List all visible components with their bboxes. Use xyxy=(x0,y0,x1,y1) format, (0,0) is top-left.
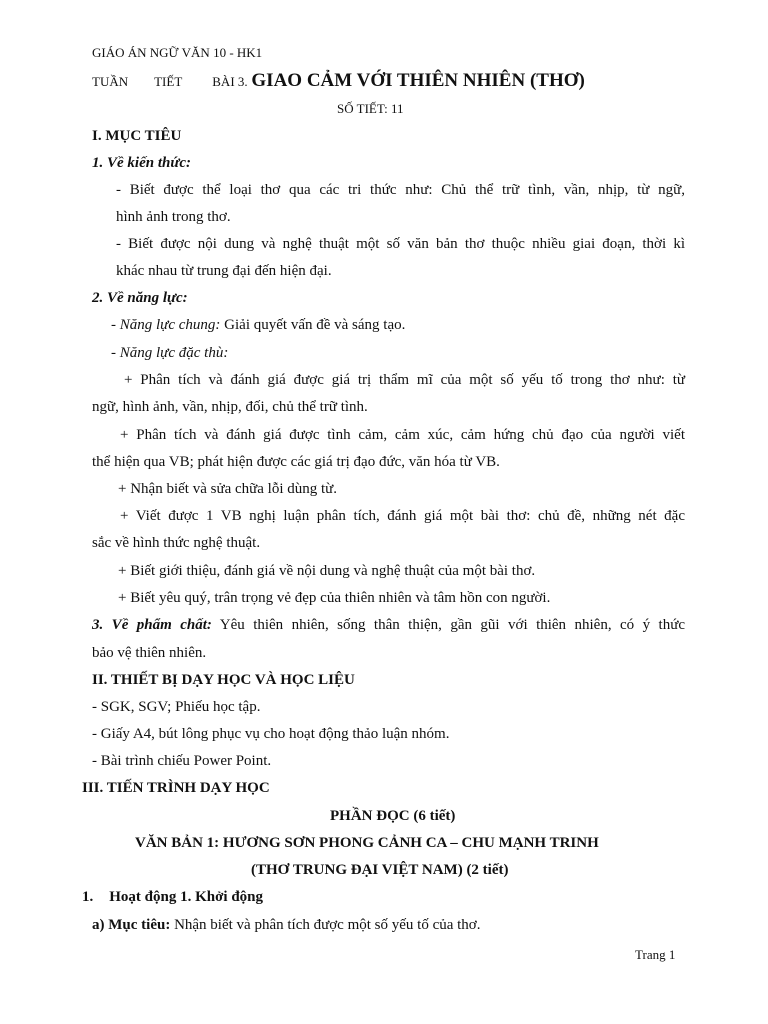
pham-chat-text: Yêu thiên nhiên, sống thân thiện, gần gũi với thiên nhiên, có ý thức xyxy=(211,617,685,633)
section-heading-thiet-bi: II. THIẾT BỊ DẠY HỌC VÀ HỌC LIỆU xyxy=(92,672,355,688)
section-heading-muc-tieu: I. MỤC TIÊU xyxy=(92,128,182,144)
hoat-dong-1-number: 1. xyxy=(82,889,94,905)
kien-thuc-2: - Biết được nội dung và nghệ thuật một số văn bản thơ thuộc nhiều giai đoạn, thời kì xyxy=(116,236,685,252)
tiet-label: TIẾT xyxy=(154,74,183,89)
dac-thu-1: + Phân tích và đánh giá được giá trị thẩm mĩ của một số yếu tố trong thơ như: từ xyxy=(124,372,685,388)
dac-thu-2: + Phân tích và đánh giá được tình cảm, cảm xúc, cảm hứng chủ đạo của người viết xyxy=(120,427,685,443)
nang-luc-chung-text: Giải quyết vấn đề và sáng tạo. xyxy=(220,317,406,333)
dac-thu-4: + Viết được 1 VB nghị luận phân tích, đánh giá một bài thơ: chủ đề, những nét đặc xyxy=(120,508,685,524)
kien-thuc-1: - Biết được thể loại thơ qua các tri thức như: Chủ thể trữ tình, vần, nhịp, từ ngữ, xyxy=(116,182,685,198)
pham-chat-cont: bảo vệ thiên nhiên. xyxy=(92,645,207,661)
lesson-title: GIAO CẢM VỚI THIÊN NHIÊN (THƠ) xyxy=(251,70,585,91)
hoat-dong-1-title: Hoạt động 1. Khởi động xyxy=(109,889,264,905)
muc-tieu-line xyxy=(92,915,481,935)
phan-doc-heading: PHẦN ĐỌC (6 tiết) xyxy=(330,808,456,824)
dac-thu-3: + Nhận biết và sửa chữa lỗi dùng từ. xyxy=(118,481,338,497)
van-ban-1-subheading: (THƠ TRUNG ĐẠI VIỆT NAM) (2 tiết) xyxy=(251,862,509,878)
nang-luc-chung-label: - Năng lực chung: xyxy=(111,317,221,333)
thiet-bi-1: - SGK, SGV; Phiếu học tập. xyxy=(92,699,261,715)
subheading-kien-thuc: 1. Về kiến thức: xyxy=(92,155,191,171)
muc-tieu-text: Nhận biết và phân tích được một số yếu tố của thơ. xyxy=(170,917,481,933)
doc-header-line: GIÁO ÁN NGỮ VĂN 10 - HK1 xyxy=(92,45,263,60)
dac-thu-4-cont: sắc về hình thức nghệ thuật. xyxy=(92,535,261,551)
bai-label: BÀI 3. xyxy=(212,74,248,89)
so-tiet: SỐ TIẾT: 11 xyxy=(337,101,404,116)
nang-luc-chung xyxy=(111,315,405,335)
page-number: Trang 1 xyxy=(635,947,676,962)
pham-chat xyxy=(92,615,685,635)
muc-tieu-label: a) Mục tiêu: xyxy=(92,917,171,933)
subheading-nang-luc: 2. Về năng lực: xyxy=(92,290,188,306)
dac-thu-5: + Biết giới thiệu, đánh giá về nội dung và nghệ thuật của một bài thơ. xyxy=(118,563,536,579)
pham-chat-label: 3. Về phẩm chất: xyxy=(92,617,212,633)
thiet-bi-2: - Giấy A4, bút lông phục vụ cho hoạt động thảo luận nhóm. xyxy=(92,726,450,742)
dac-thu-6: + Biết yêu quý, trân trọng vẻ đẹp của thiên nhiên và tâm hồn con người. xyxy=(118,590,551,606)
thiet-bi-3: - Bài trình chiếu Power Point. xyxy=(92,753,272,769)
section-heading-tien-trinh: III. TIẾN TRÌNH DẠY HỌC xyxy=(82,780,270,796)
van-ban-1-heading: VĂN BẢN 1: HƯƠNG SƠN PHONG CẢNH CA – CHU MẠNH TRINH xyxy=(135,835,599,851)
hoat-dong-1-heading xyxy=(82,887,263,907)
kien-thuc-2-cont: khác nhau từ trung đại đến hiện đại. xyxy=(116,263,332,279)
tuan-label: TUẦN xyxy=(92,74,129,89)
nang-luc-dac-thu: - Năng lực đặc thù: xyxy=(111,345,229,361)
dac-thu-2-cont: thể hiện qua VB; phát hiện được các giá trị đạo đức, văn hóa từ VB. xyxy=(92,454,500,470)
doc-title-line xyxy=(92,68,585,95)
dac-thu-1-cont: ngữ, hình ảnh, vần, nhịp, đối, chủ thể trữ tình. xyxy=(92,399,368,415)
kien-thuc-1-cont: hình ảnh trong thơ. xyxy=(116,209,231,225)
